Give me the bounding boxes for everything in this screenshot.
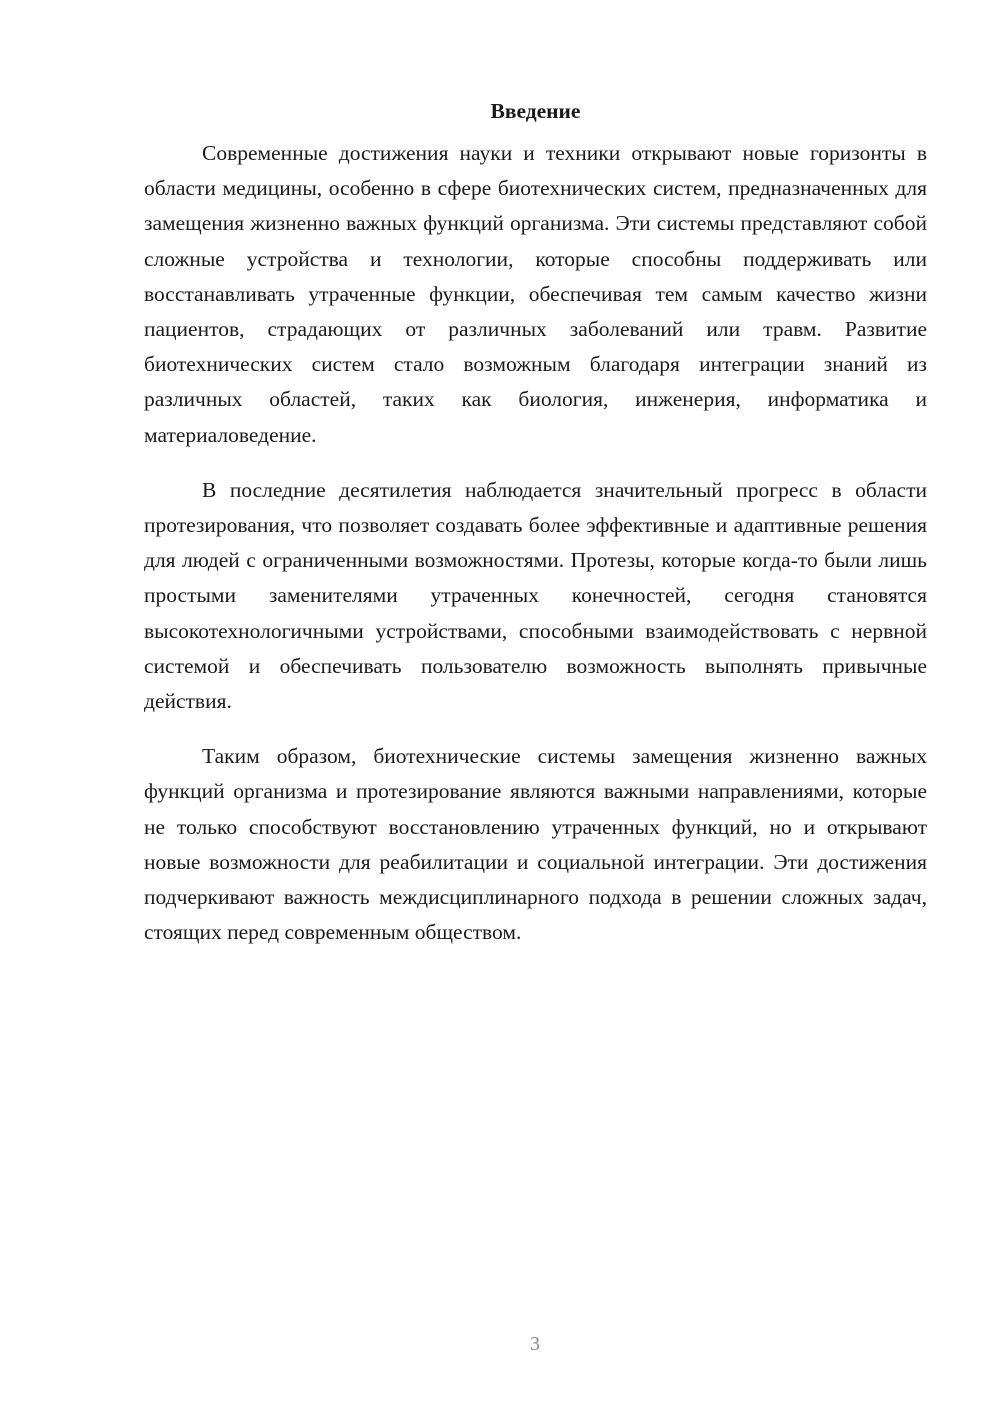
page-number: 3 — [530, 1333, 540, 1355]
section-heading: Введение — [490, 99, 581, 123]
paragraph-3: Таким образом, биотехнические системы замещения жизненно важных функций организма и протезирование являются важными направлениями, которые не только способствуют восстановлению утраченных функций, но и открывают новые возможности для реабилитации и социальной интеграции. Эти достижения подчеркивают важность междисциплинарного подхода в решении сложных задач, стоящих перед современным обществом. — [144, 744, 927, 945]
paragraph-2: В последние десятилетия наблюдается значительный прогресс в области протезирования, что позволяет создавать более эффективные и адаптивные решения для людей с ограниченными возможностями. Протезы, которые когда-то были лишь простыми заменителями утраченных конечностей, сегодня становятся высокотехнологичными устройствами, способными взаимодействовать с нервной системой и обеспечивать пользователю возможность выполнять привычные действия. — [144, 477, 927, 714]
page-content — [144, 96, 927, 970]
paragraph-1: Современные достижения науки и техники открывают новые горизонты в области медицины, особенно в сфере биотехнических систем, предназначенных для замещения жизненно важных функций организма. Эти системы представляют собой сложные устройства и технологии, которые способны поддерживать или восстанавливать утраченные функции, обеспечивая тем самым качество жизни пациентов, страдающих от различных заболеваний или травм. Развитие биотехнических систем стало возможным благодаря интеграции знаний из различных областей, таких как биология, инженерия, информатика и материаловедение. — [144, 141, 927, 447]
